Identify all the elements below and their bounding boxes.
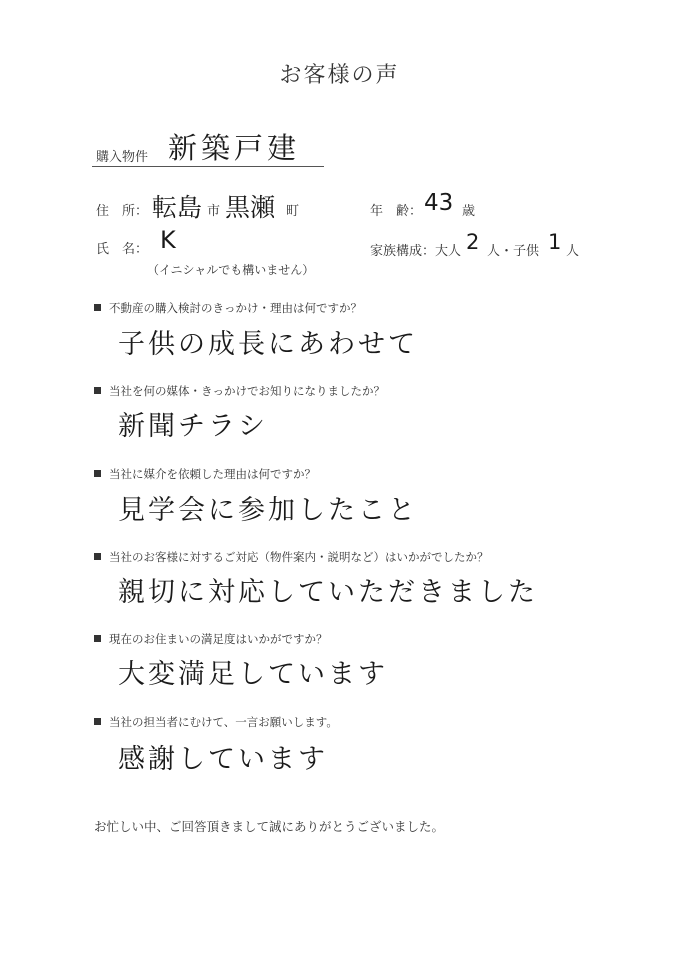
answer-1: 子供の成長にあわせて [118, 329, 418, 360]
square-bullet-icon [94, 470, 101, 477]
square-bullet-icon [94, 718, 101, 725]
question-text: 不動産の購入検討のきっかけ・理由は何ですか？ [109, 301, 362, 315]
question-2 [94, 383, 385, 399]
family-mid: 人・子供 [487, 244, 540, 259]
address-city-suffix: 市 [207, 204, 221, 219]
address-town: 黒瀬 [225, 193, 276, 222]
question-text: 当社の担当者にむけて、一言お願いします。 [109, 715, 338, 729]
address-label: 住 所： [96, 204, 149, 219]
family-adults: 2 [466, 230, 480, 254]
question-text: 当社を何の媒体・きっかけでお知りになりましたか？ [109, 384, 385, 398]
square-bullet-icon [94, 553, 101, 560]
age-value: 43 [424, 190, 454, 216]
question-1 [94, 300, 362, 316]
answer-2: 新聞チラシ [118, 411, 268, 442]
question-text: 現在のお住まいの満足度はいかがですか？ [109, 632, 328, 646]
question-5 [94, 631, 328, 647]
question-text: 当社に媒介を依頼した理由は何ですか？ [109, 467, 316, 481]
square-bullet-icon [94, 304, 101, 311]
answer-5: 大変満足しています [118, 659, 388, 690]
family-label: 家族構成：大人 [370, 244, 462, 259]
square-bullet-icon [94, 387, 101, 394]
name-note: （イニシャルでも構いません） [147, 263, 315, 277]
family-suffix: 人 [566, 244, 580, 259]
address-town-suffix: 町 [286, 204, 300, 219]
property-value: 新築戸建 [168, 131, 301, 165]
square-bullet-icon [94, 635, 101, 642]
answer-6: 感謝しています [118, 744, 328, 775]
question-6 [94, 714, 338, 730]
closing-message: お忙しい中、ご回答頂きまして誠にありがとうございました。 [94, 819, 445, 834]
question-text: 当社のお客様に対するご対応（物件案内・説明など）はいかがでしたか？ [109, 550, 489, 564]
age-suffix: 歳 [462, 204, 476, 219]
name-value: K [160, 226, 176, 254]
question-4 [94, 549, 489, 565]
question-3 [94, 466, 316, 482]
name-label: 氏 名： [96, 242, 149, 257]
family-children: 1 [548, 230, 562, 254]
age-label: 年 齢： [370, 204, 423, 219]
property-underline [92, 166, 324, 167]
answer-4: 親切に対応していただきました [118, 577, 538, 608]
address-city: 転島 [152, 193, 203, 222]
property-label: 購入物件 [96, 150, 149, 165]
page-title: お客様の声 [279, 63, 400, 88]
answer-3: 見学会に参加したこと [118, 495, 418, 526]
